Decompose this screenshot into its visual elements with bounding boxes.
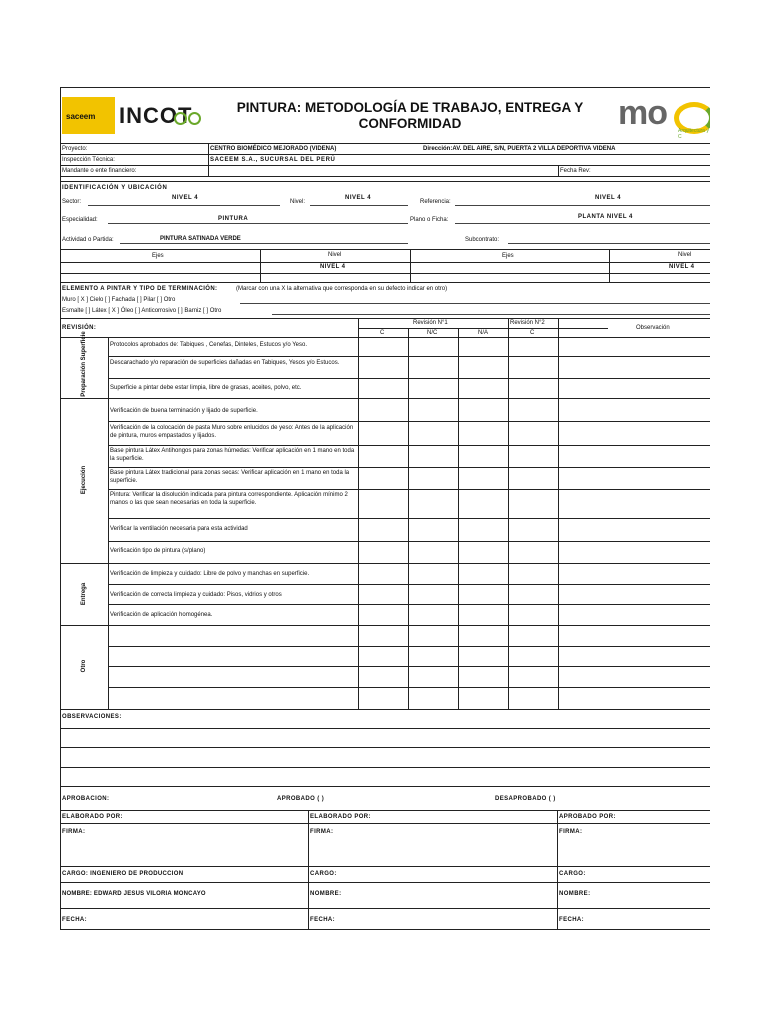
rule-ejes-v2 bbox=[410, 249, 411, 282]
rule-ejes-v1 bbox=[260, 249, 261, 282]
saceem-logo bbox=[62, 97, 115, 134]
rule-ejes-v3 bbox=[609, 249, 610, 282]
nivel-value: NIVEL 4 bbox=[345, 195, 372, 201]
actividad-underline bbox=[120, 243, 408, 244]
col-na: N/A bbox=[478, 330, 489, 336]
rule-apr-top bbox=[60, 810, 710, 811]
rev1-label: Revisión N°1 bbox=[413, 320, 448, 326]
rule-ej-end bbox=[60, 563, 710, 564]
subcontrato-label: Subcontrato: bbox=[465, 237, 500, 243]
cargo-2: CARGO: bbox=[310, 871, 337, 877]
col-c-1: C bbox=[380, 330, 385, 336]
rule-apr-firma bbox=[60, 866, 710, 867]
elaborado-por-2: ELABORADO POR: bbox=[310, 814, 371, 820]
rule-ejes-1 bbox=[60, 262, 710, 263]
item-ej-7: Verificación tipo de pintura (s/plano) bbox=[110, 548, 206, 554]
cargo-3: CARGO: bbox=[559, 871, 586, 877]
mandante-label: Mandante o ente financiero: bbox=[62, 168, 137, 174]
rule-en-2 bbox=[108, 604, 710, 605]
especialidad-label: Especialidad: bbox=[62, 217, 98, 223]
rule-project-top bbox=[60, 143, 710, 144]
especialidad-value: PINTURA bbox=[218, 216, 249, 222]
frame-top bbox=[60, 87, 710, 88]
item-ej-4: Base pintura Látex tradicional para zonas secas: Verificar aplicación en 1 mano en toda la superficie. bbox=[110, 470, 350, 484]
moo-logo bbox=[618, 94, 710, 138]
rule-ej-4 bbox=[108, 489, 710, 490]
rule-apr-v1 bbox=[308, 810, 309, 929]
aprobado-por: APROBADO POR: bbox=[559, 814, 616, 820]
rule-table-v-obs bbox=[558, 318, 559, 709]
rule-project-v1 bbox=[208, 143, 209, 176]
sector-underline bbox=[88, 205, 280, 206]
firma-3: FIRMA: bbox=[559, 829, 583, 835]
rule-ej-2 bbox=[108, 445, 710, 446]
rule-project-2 bbox=[60, 165, 710, 166]
item-prep-2: Descarachado y/o reparación de superficies dañadas en Tabiques, Yesos y/o Estucos. bbox=[110, 360, 340, 366]
nivel-value-1: NIVEL 4 bbox=[320, 264, 346, 270]
rule-prep-end bbox=[60, 398, 710, 399]
aprobacion-label: APROBACION: bbox=[62, 796, 110, 802]
rule-otro-1 bbox=[108, 646, 710, 647]
elemento-line-1: Muro [ X ] Cielo [ ] Fachada [ ] Pilar [ ] Otro bbox=[62, 297, 176, 303]
moo-logo-tagline: Arquitectura y C bbox=[678, 128, 709, 138]
item-ej-5: Pintura: Verificar la disolución indicada para pintura correspondiente. Aplicación mínimo 2 manos o las que sean necesarias en toda la superficie. bbox=[110, 492, 348, 506]
firma-1: FIRMA: bbox=[62, 829, 86, 835]
rule-ejes-2 bbox=[60, 273, 710, 274]
rule-rev-head-bottom bbox=[60, 337, 710, 338]
elemento-line-2: Esmalte [ ] Látex [ X ] Óleo [ ] Anticorrosivo [ ] Barniz [ ] Otro bbox=[62, 308, 222, 314]
item-prep-1: Protocolos aprobados de: Tabiques , Cenefas, Dinteles, Estucos y/o Yeso. bbox=[110, 342, 308, 348]
sector-label: Sector: bbox=[62, 199, 82, 205]
elemento-otro-underline bbox=[240, 303, 710, 304]
elemento-note: (Marcar con una X la alternativa que corresponda en su defecto indicar en otro) bbox=[236, 286, 448, 292]
rule-table-v-c2 bbox=[508, 318, 509, 709]
rule-apr-cargo bbox=[60, 882, 710, 883]
especialidad-underline bbox=[108, 223, 408, 224]
incot-logo-text: INCOT bbox=[119, 103, 193, 128]
plano-underline bbox=[455, 223, 710, 224]
rule-obs-3 bbox=[60, 767, 710, 768]
rule-apr-elab bbox=[60, 823, 710, 824]
inspeccion-label: Inspección Técnica: bbox=[62, 157, 115, 163]
rule-ejes-top bbox=[60, 249, 710, 250]
rule-table-v-section bbox=[108, 337, 109, 709]
nivel-label-1: Nivel bbox=[328, 252, 342, 258]
rev2-label: Revisión N°2 bbox=[510, 320, 545, 326]
rule-ej-3 bbox=[108, 467, 710, 468]
plano-value: PLANTA NIVEL 4 bbox=[578, 214, 633, 220]
rule-rev-top bbox=[60, 318, 710, 319]
rule-en-end bbox=[60, 625, 710, 626]
fecha-rev-label: Fecha Rev: bbox=[560, 168, 591, 174]
ejes-label-1: Ejes bbox=[152, 253, 164, 259]
revision-label: REVISIÓN: bbox=[62, 325, 97, 331]
section-ejecucion: Ejecución bbox=[81, 465, 87, 495]
item-en-3: Verificación de aplicación homogénea. bbox=[110, 612, 213, 618]
nivel-value-2: NIVEL 4 bbox=[669, 264, 695, 270]
proyecto-value: CENTRO BIOMÉDICO MEJORADO (VIDENA) bbox=[210, 146, 337, 152]
item-en-2: Verificación de correcta limpieza y cuidado: Pisos, vidrios y otros bbox=[110, 592, 282, 598]
referencia-value: NIVEL 4 bbox=[595, 195, 622, 201]
page-title-line-1: PINTURA: METODOLOGÍA DE TRABAJO, ENTREGA Y bbox=[236, 100, 584, 115]
nivel-underline bbox=[310, 205, 408, 206]
observaciones-label: OBSERVACIONES: bbox=[62, 714, 122, 720]
rule-obs-2 bbox=[60, 747, 710, 748]
nombre-3: NOMBRE: bbox=[559, 891, 591, 897]
rule-otro-end bbox=[60, 709, 710, 710]
rule-project-3 bbox=[60, 176, 710, 177]
rule-ej-1 bbox=[108, 421, 710, 422]
actividad-value: PINTURA SATINADA VERDE bbox=[160, 236, 241, 242]
item-ej-1: Verificación de buena terminación y lijado de superficie. bbox=[110, 408, 258, 414]
direccion-value: Dirección:AV. DEL AIRE, S/N, PUERTA 2 VILLA DEPORTIVA VIDENA bbox=[423, 146, 616, 152]
rule-apr-nombre bbox=[60, 908, 710, 909]
item-ej-6: Verificar la ventilación necesaria para esta actividad bbox=[110, 526, 248, 532]
section-preparacion: Preparación Superficie bbox=[81, 331, 87, 397]
plano-label: Plano o Ficha: bbox=[410, 217, 449, 223]
rule-apr-fecha bbox=[60, 929, 710, 930]
elaborado-por-1: ELABORADO POR: bbox=[62, 814, 123, 820]
item-ej-2: Verificación de la colocación de pasta Muro sobre enlucidos de yeso: Antes de la aplicación de pintura, muros empastados y lijados. bbox=[110, 425, 354, 439]
rule-prep-1 bbox=[108, 356, 710, 357]
identificacion-heading: IDENTIFICACIÓN Y UBICACIÓN bbox=[62, 185, 168, 191]
rule-otro-3 bbox=[108, 687, 710, 688]
saceem-logo-text: saceem bbox=[66, 112, 96, 121]
nivel-label: Nivel: bbox=[290, 199, 306, 205]
item-ej-3: Base pintura Látex Antihongos para zonas húmedas: Verificar aplicación en 1 mano en toda la superficie. bbox=[110, 448, 355, 462]
fecha-2: FECHA: bbox=[310, 917, 336, 923]
rule-project-v2 bbox=[558, 165, 559, 176]
actividad-label: Actividad o Partida: bbox=[62, 237, 114, 243]
nivel-label-2: Nivel bbox=[678, 252, 692, 258]
inspeccion-value: SACEEM S.A., SUCURSAL DEL PERÚ bbox=[210, 157, 336, 163]
nombre-2: NOMBRE: bbox=[310, 891, 342, 897]
referencia-label: Referencia: bbox=[420, 199, 451, 205]
fecha-1: FECHA: bbox=[62, 917, 88, 923]
aprobado-option[interactable]: APROBADO ( ) bbox=[277, 796, 325, 802]
frame-left bbox=[60, 87, 61, 929]
sector-value: NIVEL 4 bbox=[172, 195, 199, 201]
incot-logo-accent bbox=[174, 112, 187, 125]
fecha-3: FECHA: bbox=[559, 917, 585, 923]
rule-ej-5 bbox=[108, 518, 710, 519]
ejes-label-2: Ejes bbox=[502, 253, 514, 259]
rule-ej-6 bbox=[108, 541, 710, 542]
rule-ejes-3 bbox=[60, 282, 710, 283]
moo-logo-text: mo bbox=[618, 94, 667, 132]
desaprobado-option[interactable]: DESAPROBADO ( ) bbox=[495, 796, 556, 802]
referencia-underline bbox=[455, 205, 710, 206]
rule-prep-2 bbox=[108, 378, 710, 379]
cargo-value-1: CARGO: INGENIERO DE PRODUCCION bbox=[62, 871, 184, 877]
rule-ident-top bbox=[60, 181, 710, 182]
subcontrato-underline bbox=[508, 243, 710, 244]
incot-logo-accent-2 bbox=[188, 112, 201, 125]
rule-obs-1 bbox=[60, 728, 710, 729]
col-c-2: C bbox=[530, 330, 535, 336]
item-prep-3: Superficie a pintar debe estar limpia, libre de grasas, aceites, polvo, etc. bbox=[110, 385, 302, 391]
rule-table-v-c1 bbox=[358, 318, 359, 709]
rule-en-1 bbox=[108, 584, 710, 585]
elemento-heading: ELEMENTO A PINTAR Y TIPO DE TERMINACIÓN: bbox=[62, 286, 218, 292]
proyecto-label: Proyecto: bbox=[62, 146, 88, 152]
rule-obs-4 bbox=[60, 786, 710, 787]
rule-otro-2 bbox=[108, 666, 710, 667]
item-en-1: Verificación de limpieza y cuidado: Libre de polvo y manchas en superficie. bbox=[110, 571, 310, 577]
firma-2: FIRMA: bbox=[310, 829, 334, 835]
observacion-label: Observación bbox=[636, 325, 670, 331]
page-title-line-2: CONFORMIDAD bbox=[358, 116, 462, 131]
section-otro: Otro bbox=[81, 659, 87, 673]
rule-apr-v2 bbox=[557, 810, 558, 929]
col-nc: N/C bbox=[427, 330, 438, 336]
saceem-incot-logo bbox=[62, 97, 204, 134]
elemento-otro-underline-2 bbox=[272, 314, 710, 315]
nombre-value-1: NOMBRE: EDWARD JESUS VILORIA MONCAYO bbox=[62, 891, 206, 897]
section-entrega: Entrega bbox=[81, 582, 87, 606]
rule-project-1 bbox=[60, 154, 710, 155]
